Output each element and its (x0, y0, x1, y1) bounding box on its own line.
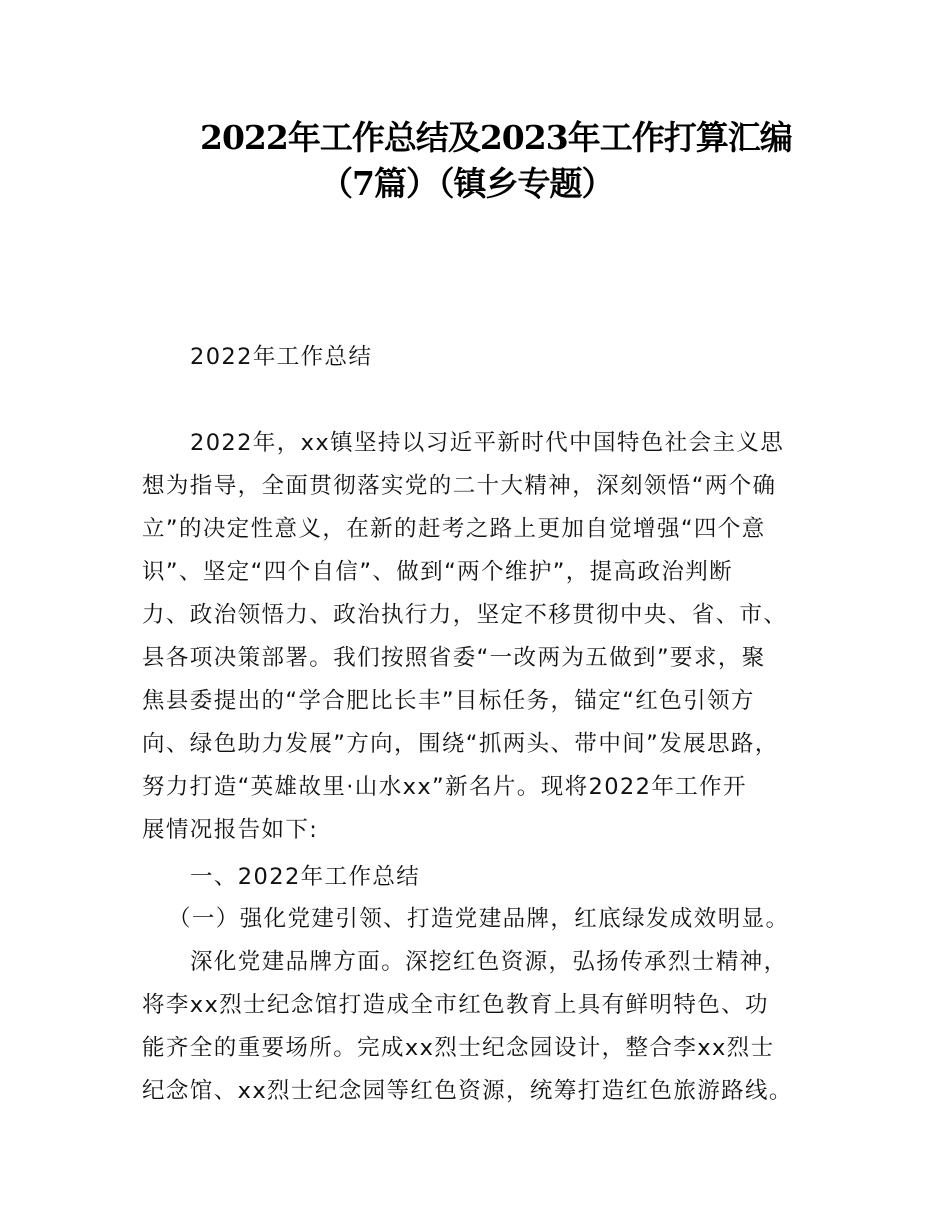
paragraph-line: 向、绿色助力发展”方向，围绕“抓两头、带中间”发展思路， (142, 731, 779, 757)
paragraph-line: 能齐全的重要场所。完成xx烈士纪念园设计，整合李xx烈士 (142, 1035, 775, 1061)
paragraph-line: 努力打造“英雄故里·山水xx”新名片。现将2022年工作开 (142, 774, 747, 800)
paragraph-line: 想为指导，全面贯彻落实党的二十大精神，深刻领悟“两个确 (142, 473, 777, 499)
paragraph-line: 焦县委提出的“学合肥比长丰”目标任务，锚定“红色引领方 (142, 688, 755, 714)
heading-level-2: （一）强化党建引领、打造党建品牌，红底绿发成效明显。 (168, 906, 790, 932)
document-title-line-1: 2022年工作总结及2023年工作打算汇编 (200, 118, 792, 157)
paragraph-line: 力、政治领悟力、政治执行力，坚定不移贯彻中央、省、市、 (142, 602, 788, 628)
section-heading: 2022年工作总结 (190, 344, 373, 370)
paragraph-line: 识”、坚定“四个自信”、做到“两个维护”，提高政治判断 (142, 559, 734, 585)
paragraph-line: 立”的决定性意义，在新的赶考之路上更加自觉增强“四个意 (142, 516, 766, 542)
paragraph-line: 将李xx烈士纪念馆打造成全市红色教育上具有鲜明特色、功 (142, 992, 769, 1018)
paragraph-line: 2022年，xx镇坚持以习近平新时代中国特色社会主义思 (190, 430, 785, 456)
document-title-line-2: （7篇）（镇乡专题） (320, 164, 614, 203)
paragraph-line: 县各项决策部署。我们按照省委“一改两为五做到”要求，聚 (142, 645, 766, 671)
paragraph-line: 展情况报告如下: (142, 817, 319, 843)
paragraph-line: 纪念馆、xx烈士纪念园等红色资源，统筹打造红色旅游路线。 (142, 1078, 793, 1104)
paragraph-line: 深化党建品牌方面。深挖红色资源，弘扬传承烈士精神， (190, 949, 788, 975)
heading-level-1: 一、2022年工作总结 (190, 864, 421, 890)
